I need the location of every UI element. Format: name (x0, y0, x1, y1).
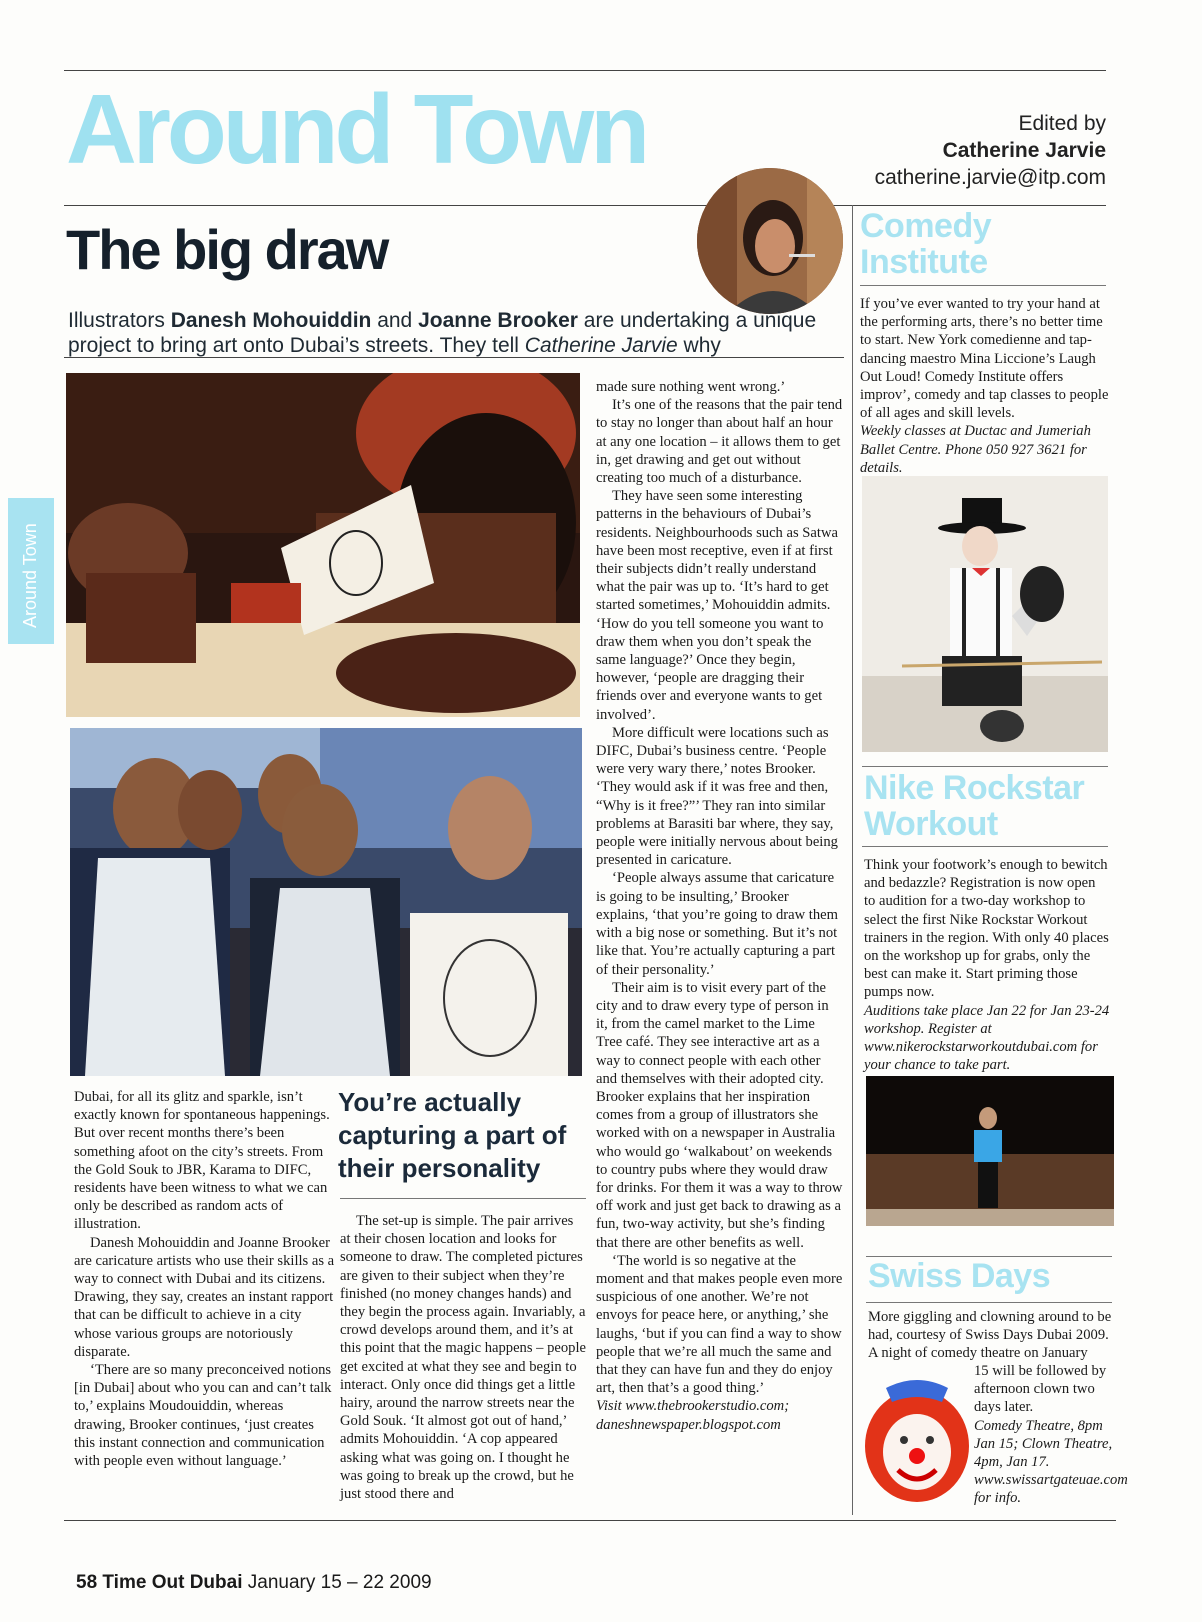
article-standfirst (68, 308, 828, 358)
paragraph: Dubai, for all its glitz and sparkle, isn’t exactly known for spontaneous happenings. But over recent months there’s been something afoot on the city’s streets. From the Gold Souk to JBR, Karama to DIFC, residents have been witness to what we can only be described as random acts of illustration. (74, 1089, 330, 1233)
article-headline: The big draw (66, 218, 388, 281)
comedy-title-line: Comedy (860, 207, 992, 245)
standfirst-name: Danesh Mohouiddin (170, 309, 372, 332)
paragraph: Their aim is to visit every part of the city and to draw every type of person in it, from the camel market to the Lime Tree café. They see interactive art as a way to connect people with each other and themselves with their adopted city. Brooker explains that her inspiration comes from a group of illustrators she worked with on a newspaper in Australia who would go ‘walkabout’ on weekends to country pubs where they would draw for drinks. For them it was a way to throw off work and just get back to drawing as a fun, two-way activity, but she’s finding that there are other benefits as well. (596, 979, 843, 1251)
article-column-3 (596, 378, 844, 1434)
paragraph: They have seen some interesting patterns in the behaviours of Dubai’s residents. Neighbourhoods such as Satwa have been most receptive, even if at first their subjects didn’t really understand what the pair was up to. ‘It’s hard to get started sometimes,’ Mohouiddin admits. ‘How do you tell someone you want to draw them when you don’t speak the same language?’ Once they begin, however, ‘people are dragging their friends over and everyone wants to get involved’. (596, 488, 838, 723)
standfirst-name: Joanne Brooker (418, 309, 578, 332)
photo-crowd-caricature (70, 728, 582, 1076)
paragraph: More difficult were locations such as DIFC, Dubai’s business centre. ‘People were very wary there,’ notes Brooker. ‘They would ask if it was free and then, “Why is it free?”’ They ran into similar problems at Barasiti bar where, they say, people were initially nervous about being presented in caricature. (596, 724, 838, 869)
comedy-info: Weekly classes at Ductac and Jumeriah Ballet Centre. Phone 050 927 3621 for details. (860, 423, 1091, 476)
paragraph: The set-up is simple. The pair arrives at their chosen location and looks for someone to draw. The completed pictures are given to their subject when they’re finished (no money changes hands) and they begin the process again. Invariably, a crowd develops around them, and it’s at this point that the magic happens – people get excited at what they see and begin to interact. Only once did things get a little hairy, around the narrow streets near the Gold Souk. ‘It almost got out of hand,’ admits Mohouiddin. ‘A cop appeared asking what was going on. I thought he was going to break up the crowd, but he just stood there and (340, 1213, 587, 1503)
footer-rule (64, 1520, 1116, 1521)
page-number: 58 (76, 1572, 98, 1593)
nike-body (864, 856, 1110, 1074)
editor-email: catherine.jarvie@itp.com (874, 166, 1106, 189)
author-portrait (697, 168, 843, 314)
swiss-body-top: More giggling and clowning around to be had, courtesy of Swiss Days Dubai 2009. A night of comedy theatre on January (868, 1309, 1112, 1362)
swiss-body-bottom (974, 1362, 1128, 1508)
comedy-description: If you’ve ever wanted to try your hand at the performing arts, there’s no better time to start. New York comedienne and tap-dancing maestro Mina Liccione’s Laugh Out Loud! Comedy Institute offers improv’, comedy and tap classes to people of all ages and skill levels. (860, 296, 1109, 422)
article-column-2 (340, 1212, 586, 1503)
section-side-tab: Around Town (8, 498, 54, 644)
paragraph: made sure nothing went wrong.’ (596, 379, 786, 395)
editor-label: Edited by (1018, 112, 1106, 135)
sidebar-divider (852, 205, 853, 1515)
paragraph: Danesh Mohouiddin and Joanne Brooker are caricature artists who use their skills as a way to connect with Dubai and its citizens. Drawing, they say, creates an instant rapport that can be difficult to achieve in a city whose various groups are notoriously disparate. (74, 1234, 335, 1360)
swiss-info: Comedy Theatre, 8pm Jan 15; Clown Theatre, 4pm, Jan 17. www.swissartgateuae.com for info. (974, 1417, 1128, 1507)
nike-title (864, 770, 1084, 842)
paragraph: ‘There are so many preconceived notions [in Dubai] about who you can and can’t talk to,’ explains Moudouiddin, whereas drawing, Brooker continues, ‘just creates this instant connection and communication with people even without language.’ (74, 1362, 332, 1470)
editor-name: Catherine Jarvie (942, 139, 1106, 162)
issue-dates: January 15 – 22 2009 (247, 1572, 432, 1593)
nike-title-line: Workout (864, 805, 998, 843)
comedy-title (860, 208, 991, 280)
paragraph: ‘People always assume that caricature is going to be insulting,’ Brooker explains, ‘that you’re going to draw them with a big nose or something. But it’s not like that. You’re actually capturing a part of their personality.’ (596, 870, 838, 978)
standfirst-text: Illustrators (68, 309, 171, 332)
nike-info: Auditions take place Jan 22 for Jan 23-24 workshop. Register at www.nikerockstarworkoutdubai.com for your chance to take part. (864, 1002, 1110, 1074)
standfirst-text: and (371, 309, 419, 332)
nike-title-line: Nike Rockstar (864, 769, 1085, 807)
photo-artist-drawing (66, 373, 580, 717)
pull-quote: You’re actually capturing a part of their personality (338, 1087, 567, 1183)
comedy-rule (860, 285, 1106, 286)
article-credit: Visit www.thebrookerstudio.com; daneshnewspaper.blogspot.com (596, 1398, 790, 1433)
photo-tap-dancer (862, 476, 1108, 752)
editor-credit (875, 110, 1106, 191)
swiss-rule (866, 1302, 1112, 1303)
swiss-description: 15 will be followed by afternoon clown two days later. (974, 1363, 1107, 1416)
pullquote-rule (340, 1198, 586, 1199)
photo-dancer-stage (866, 1076, 1114, 1226)
article-column-1 (74, 1088, 336, 1470)
standfirst-author: Catherine Jarvie (524, 334, 678, 357)
paragraph: ‘The world is so negative at the moment and that makes people even more suspicious of one another. We’re not envoys for peace here, or anything,’ she laughs, ‘but if you can find a way to show people that we’re all much the same and that they can have fun and they do enjoy art, then that’s a good thing.’ (596, 1252, 843, 1397)
standfirst-text: why (677, 334, 721, 357)
comedy-body (860, 295, 1110, 477)
section-masthead: Around Town (66, 74, 647, 184)
nike-rule-top (862, 766, 1108, 767)
header-rule (64, 205, 1106, 206)
top-rule (64, 70, 1106, 71)
photo-clown (862, 1376, 972, 1506)
standfirst-text: are undertaking a unique project to bring art onto Dubai’s streets. They tell (68, 309, 817, 357)
comedy-title-line: Institute (860, 243, 988, 281)
swiss-title: Swiss Days (868, 1257, 1051, 1295)
nike-rule (862, 846, 1108, 847)
paragraph: It’s one of the reasons that the pair tend to stay no longer than about half an hour at any one location – it allows them to get in, get drawing and get out without creating too much of a disturbance. (596, 397, 843, 487)
publication-name: Time Out Dubai (102, 1572, 243, 1593)
page-footer (76, 1572, 432, 1594)
nike-description: Think your footwork’s enough to bewitch and bedazzle? Registration is now open to audition for a two-day workshop to select the first Nike Rockstar Workout trainers in the region. With only 40 places on the workshop up for grabs, only the best can make it. Start priming those pumps now. (864, 857, 1109, 1001)
